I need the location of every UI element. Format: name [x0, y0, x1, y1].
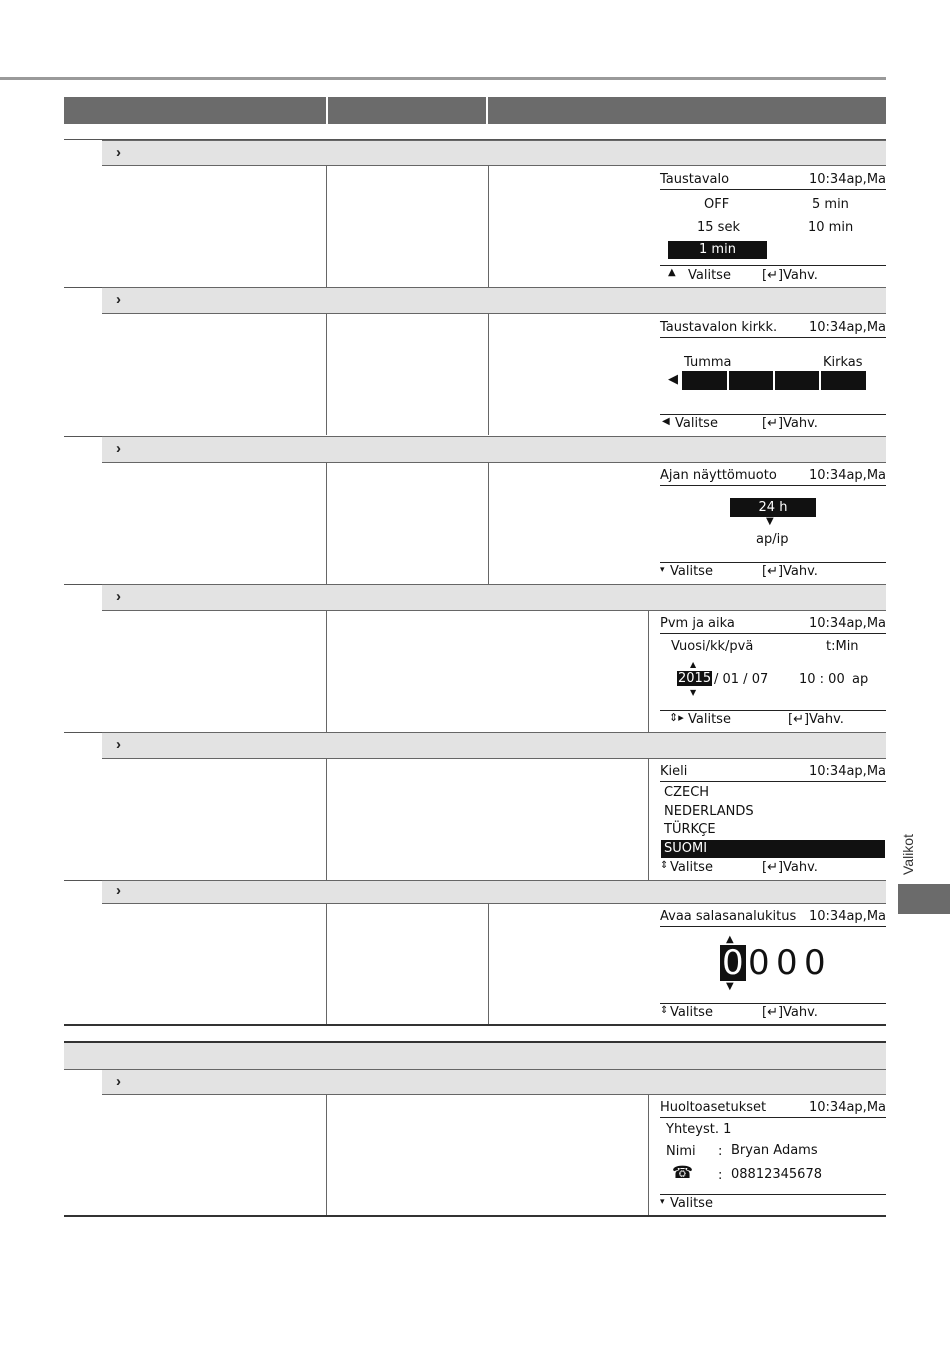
screen-time: 10:34ap,Ma [809, 468, 886, 483]
screen-backlight [660, 172, 886, 284]
table-end-rule [64, 1215, 886, 1217]
column-divider [326, 462, 327, 584]
row-bar[interactable] [102, 584, 886, 611]
up-down-arrows-icon: ⇕▸ [669, 711, 684, 724]
ampm-value[interactable]: ap [852, 672, 869, 687]
phone-icon: ☎ [672, 1163, 694, 1183]
screen-title: Taustavalon kirkk. [660, 320, 778, 335]
footer-select: Valitse [688, 268, 731, 283]
footer-select: Valitse [670, 1005, 713, 1020]
contact-label: Yhteyst. 1 [666, 1122, 732, 1137]
column-divider [326, 903, 327, 1025]
pin-digit[interactable]: 0 [776, 943, 798, 983]
label-dark: Tumma [684, 355, 732, 370]
format-option[interactable]: ap/ip [756, 532, 789, 547]
screen-time: 10:34ap,Ma [809, 320, 886, 335]
footer-select: Valitse [670, 564, 713, 579]
pin-digit[interactable]: 0 [722, 943, 744, 983]
column-divider [648, 758, 649, 880]
footer-select: Valitse [688, 712, 731, 727]
date-rest[interactable]: / 01 / 07 [714, 672, 769, 687]
up-arrow-icon: ▲ [726, 934, 734, 945]
option[interactable]: 5 min [812, 197, 849, 212]
screen-time: 10:34ap,Ma [809, 909, 886, 924]
column-divider [326, 610, 327, 732]
column-label: Vuosi/kk/pvä [671, 639, 754, 654]
section-end-rule [64, 1024, 886, 1026]
down-arrow-icon: ▼ [690, 688, 697, 697]
screen-time: 10:34ap,Ma [809, 1100, 886, 1115]
chevron-right-icon: › [116, 882, 121, 899]
screen-password [660, 909, 886, 1021]
chevron-right-icon: › [116, 144, 121, 161]
chevron-right-icon: › [116, 291, 121, 308]
contact-phone: 08812345678 [731, 1167, 822, 1182]
screen-title: Avaa salasanalukitus [660, 909, 797, 924]
language-item[interactable]: TÜRKÇE [664, 822, 716, 837]
pin-digit[interactable]: 0 [804, 943, 826, 983]
screen-service [660, 1100, 886, 1212]
screen-title: Kieli [660, 764, 688, 779]
chevron-right-icon: › [116, 588, 121, 605]
option[interactable]: 15 sek [697, 220, 740, 235]
screen-time: 10:34ap,Ma [809, 764, 886, 779]
column-divider [326, 165, 327, 287]
top-rule [0, 77, 886, 80]
screen-time: 10:34ap,Ma [809, 172, 886, 187]
screen-title: Huoltoasetukset [660, 1100, 767, 1115]
down-arrow-icon: ▼ [766, 516, 774, 527]
left-arrow-icon: ◀ [668, 372, 678, 387]
screen-title: Pvm ja aika [660, 616, 735, 631]
column-divider [648, 1094, 649, 1216]
screen-language [660, 764, 886, 876]
footer-confirm: [↵]Vahv. [762, 1005, 818, 1020]
table-header [64, 97, 886, 124]
column-divider [488, 903, 489, 1025]
label-bright: Kirkas [823, 355, 863, 370]
footer-select: Valitse [675, 416, 718, 431]
language-item-selected[interactable]: SUOMI [661, 840, 885, 858]
chevron-right-icon: › [116, 1073, 121, 1090]
footer-confirm: [↵]Vahv. [762, 268, 818, 283]
column-label: t:Min [826, 639, 859, 654]
section-bar [64, 1041, 886, 1070]
format-selected[interactable]: 24 h [730, 498, 816, 517]
separator: : [718, 1168, 723, 1183]
row-bar[interactable] [102, 1069, 886, 1095]
column-divider [326, 758, 327, 880]
down-arrow-icon: ▾ [660, 1197, 665, 1207]
side-tab[interactable] [898, 884, 950, 914]
column-divider [488, 462, 489, 584]
column-divider [326, 1094, 327, 1216]
language-item[interactable]: NEDERLANDS [664, 804, 754, 819]
up-arrow-icon: ▲ [690, 660, 697, 669]
column-divider [488, 165, 489, 287]
footer-confirm: [↵]Vahv. [788, 712, 844, 727]
footer-select: Valitse [670, 1196, 713, 1211]
up-down-arrows-icon: ⇕ [660, 860, 669, 871]
footer-confirm: [↵]Vahv. [762, 416, 818, 431]
footer-confirm: [↵]Vahv. [762, 860, 818, 875]
column-divider [648, 610, 649, 732]
row-bar[interactable] [102, 287, 886, 314]
chevron-right-icon: › [116, 736, 121, 753]
option[interactable]: 10 min [808, 220, 854, 235]
footer-confirm: [↵]Vahv. [762, 564, 818, 579]
down-arrow-icon: ▼ [726, 981, 734, 992]
side-tab-label: Valikot [900, 834, 916, 876]
row-bar[interactable] [102, 732, 886, 759]
screen-title: Taustavalo [660, 172, 730, 187]
header-divider [486, 97, 488, 124]
screen-brightness [660, 320, 886, 432]
up-down-arrows-icon: ⇕ [660, 1005, 669, 1016]
column-divider [488, 313, 489, 435]
option-selected[interactable]: 1 min [668, 241, 767, 259]
footer-select: Valitse [670, 860, 713, 875]
screen-time: 10:34ap,Ma [809, 616, 886, 631]
pin-digit[interactable]: 0 [748, 943, 770, 983]
screen-time-format [660, 468, 886, 580]
chevron-right-icon: › [116, 440, 121, 457]
year-field[interactable]: 2015 [678, 671, 712, 686]
clock-value[interactable]: 10 : 00 [799, 672, 845, 687]
option[interactable]: OFF [704, 197, 730, 212]
language-item[interactable]: CZECH [664, 785, 710, 800]
contact-name: Bryan Adams [731, 1143, 818, 1158]
header-divider [326, 97, 328, 124]
up-arrow-icon: ▲ [668, 267, 676, 278]
column-divider [326, 313, 327, 435]
name-label: Nimi [666, 1144, 696, 1159]
brightness-bar[interactable] [682, 371, 866, 390]
row-bar[interactable] [102, 140, 886, 166]
screen-date-time [660, 616, 886, 728]
row-bar[interactable] [102, 880, 886, 904]
row-bar[interactable] [102, 436, 886, 463]
left-arrow-icon: ◀ [662, 416, 670, 427]
separator: : [718, 1144, 723, 1159]
down-arrow-icon: ▾ [660, 565, 665, 575]
screen-title: Ajan näyttömuoto [660, 468, 777, 483]
